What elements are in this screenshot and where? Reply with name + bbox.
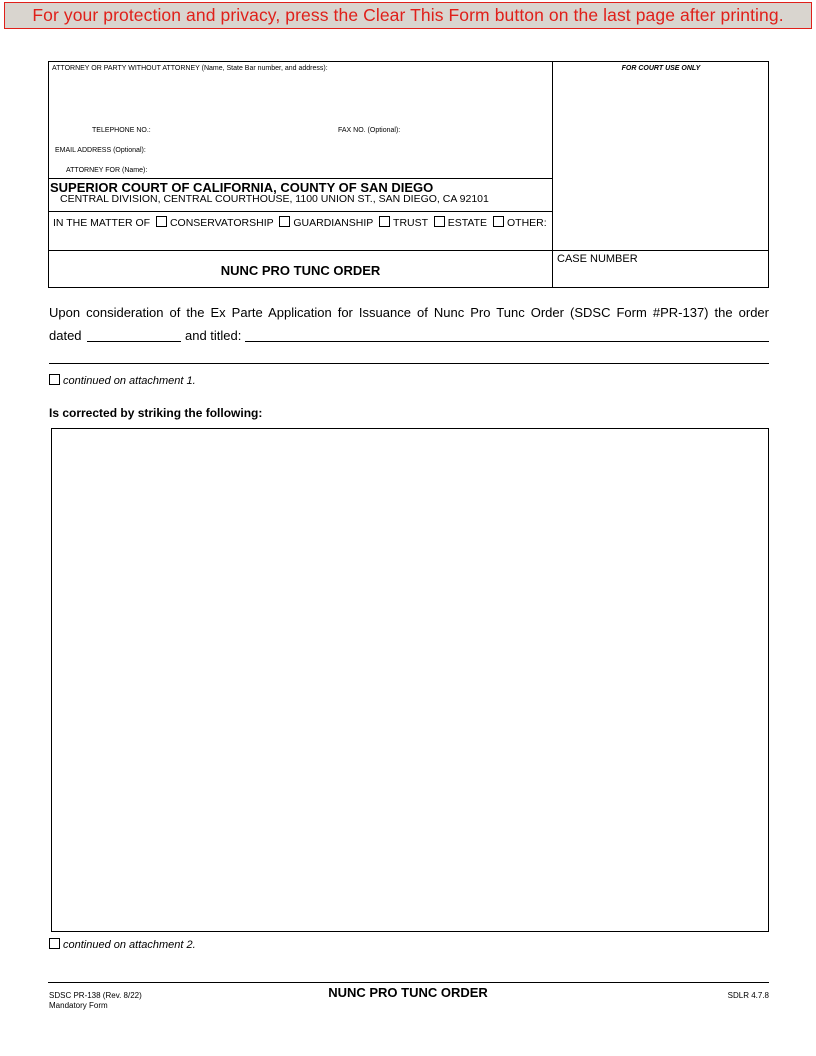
email-input[interactable]	[162, 142, 548, 155]
form-title: NUNC PRO TUNC ORDER	[220, 263, 381, 278]
matter-prefix: IN THE MATTER OF	[53, 217, 151, 229]
continued-1-label: continued on attachment 1.	[63, 375, 196, 387]
titled-input-line-2[interactable]	[49, 348, 769, 364]
footer-code: SDLR 4.7.8	[727, 991, 769, 1000]
corrected-heading: Is corrected by striking the following:	[49, 406, 263, 420]
dated-label: dated	[49, 328, 82, 343]
other-checkbox[interactable]	[493, 216, 504, 227]
continued-1-checkbox[interactable]	[49, 374, 60, 385]
dated-input[interactable]	[87, 326, 181, 342]
case-number-input[interactable]	[557, 267, 765, 285]
attorney-label: ATTORNEY OR PARTY WITHOUT ATTORNEY (Name, State Bar number, and address):	[52, 65, 328, 72]
telephone-input[interactable]	[162, 122, 332, 135]
matter-other-input[interactable]	[52, 230, 548, 248]
attorney-input[interactable]	[52, 74, 548, 122]
footer-rule	[48, 982, 769, 983]
estate-label: ESTATE	[447, 217, 488, 229]
caption-divider-matter	[48, 211, 553, 212]
fax-label: FAX NO. (Optional):	[338, 127, 401, 134]
titled-label: and titled:	[185, 328, 242, 343]
estate-checkbox[interactable]	[434, 216, 445, 227]
guardianship-label: GUARDIANSHIP	[293, 217, 374, 229]
telephone-label: TELEPHONE NO.:	[92, 127, 151, 134]
trust-checkbox[interactable]	[379, 216, 390, 227]
footer-form-number: SDSC PR-138 (Rev. 8/22)	[49, 991, 142, 1000]
conservatorship-label: CONSERVATORSHIP	[169, 217, 274, 229]
trust-label: TRUST	[393, 217, 428, 229]
other-label: OTHER:	[506, 217, 547, 229]
corrections-textarea[interactable]	[51, 428, 769, 932]
caption-divider-court	[48, 178, 553, 179]
continued-2-checkbox[interactable]	[49, 938, 60, 949]
continued-2-label: continued on attachment 2.	[63, 939, 196, 951]
continued-2-row	[49, 938, 196, 952]
email-label: EMAIL ADDRESS (Optional):	[55, 147, 146, 154]
matter-row	[53, 216, 547, 229]
guardianship-checkbox[interactable]	[279, 216, 290, 227]
caption-divider-vertical	[552, 61, 553, 288]
attorney-for-label: ATTORNEY FOR (Name):	[66, 167, 148, 174]
intro-text: Upon consideration of the Ex Parte Application for Issuance of Nunc Pro Tunc Order (SDSC Form #PR-137) the order	[49, 305, 769, 320]
court-use-label: FOR COURT USE ONLY	[621, 65, 701, 72]
titled-input[interactable]	[245, 326, 769, 342]
fax-input[interactable]	[412, 122, 548, 135]
caption-divider-title	[48, 250, 769, 251]
conservatorship-checkbox[interactable]	[156, 216, 167, 227]
case-number-label: CASE NUMBER	[557, 253, 638, 265]
court-address: CENTRAL DIVISION, CENTRAL COURTHOUSE, 1100 UNION ST., SAN DIEGO, CA 92101	[60, 193, 489, 205]
court-name: SUPERIOR COURT OF CALIFORNIA, COUNTY OF SAN DIEGO	[50, 180, 434, 195]
continued-1-row	[49, 374, 196, 388]
attorney-for-input[interactable]	[162, 162, 548, 175]
footer-mandatory: Mandatory Form	[49, 1001, 108, 1010]
footer-title: NUNC PRO TUNC ORDER	[328, 985, 488, 1000]
clear-form-banner[interactable]: For your protection and privacy, press the Clear This Form button on the last page after printing.	[4, 2, 812, 29]
